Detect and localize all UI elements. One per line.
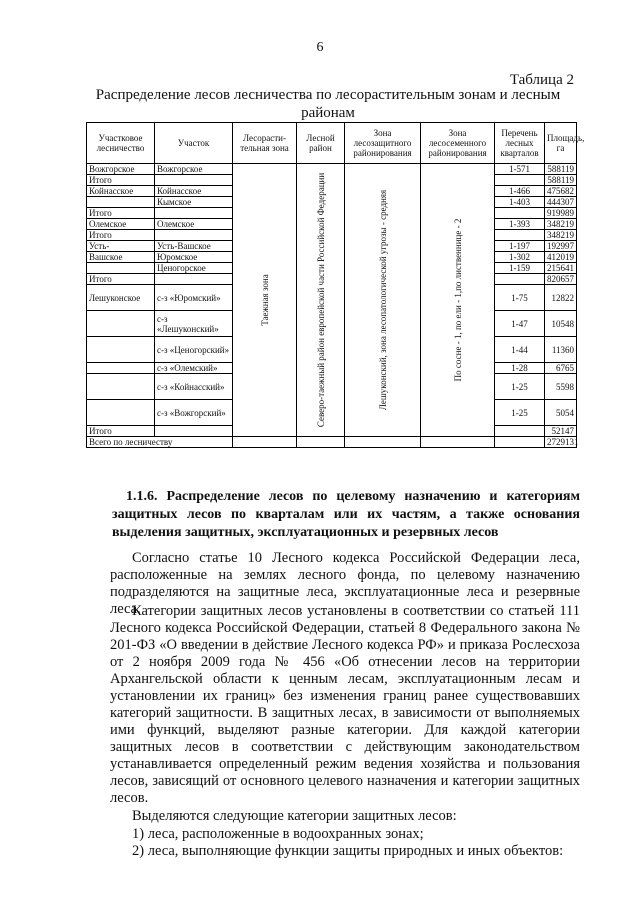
cell-empty [421,437,495,448]
list-item: 2) леса, выполняющие функции защиты природных и иных объектов: [132,843,564,859]
cell-plot [155,274,233,285]
cell-plot: с-з «Вожгорский» [155,400,233,426]
cell-seed-merged [421,164,495,437]
cell-empty [345,437,421,448]
cell-quarters: 1-28 [495,363,545,374]
cell-quarters: 1-75 [495,285,545,311]
region-text: Северо-таежный район европейской части Российской Федерации [315,172,326,428]
table-label: Таблица 2 [509,72,574,88]
cell-plot: с-з «Койнасский» [155,374,233,400]
cell-quarters [495,175,545,186]
cell-region-merged [297,164,345,437]
cell-plot: с-з «Юромский» [155,285,233,311]
cell-plot [155,230,233,241]
paragraph: Категории защитных лесов установлены в соответствии со статьей 111 Лесного кодекса Российской Федерации, статьей 8 Федерального закона № 201-ФЗ «О введении в действие Лесного кодекса РФ» и приказа Рослесхоза от 2 ноября 2009 года № 456 «Об отнесении лесов на территории Архангельской области к ценным лесам, эксплуатационным лесам и установлении их границ» без изменения границ ранее существовавших категорий защитности. В защитных лесах, в зависимости от выполняемых ими функций, выделяют разные категории. Для каждой категории защитных лесов в соответствии с действующим законодательством устанавливается определенный режим ведения хозяйства и пользования лесов, зависящий от основного целевого назначения и категории защитных лесов. [110,603,580,806]
cell-forestry [87,263,155,274]
cell-plot: с-з «Ценогорский» [155,337,233,363]
page-number: 6 [316,40,324,55]
table-row-total [87,437,577,448]
cell-area: 348219 [545,230,577,241]
cell-forestry: Олемское [87,219,155,230]
header-forestry: Участковое лесничество [87,123,155,164]
cell-forestry: Итого [87,175,155,186]
cell-forestry: Вожгорское [87,164,155,175]
header-plot: Участок [155,123,233,164]
header-region: Лесной район [297,123,345,164]
cell-plot: Олемское [155,219,233,230]
cell-quarters [495,208,545,219]
cell-quarters: 1-466 [495,186,545,197]
table-header-row [87,123,577,164]
cell-forestry: Усть- [87,241,155,252]
cell-area: 5054 [545,400,577,426]
section-heading: 1.1.6. Распределение лесов по целевому назначению и категориям защитных лесов по кварталам или их частям, а также основания выделения защитных, эксплуатационных и резервных лесов [112,489,580,540]
cell-area: 5598 [545,374,577,400]
cell-forestry: Лешуконское [87,285,155,311]
cell-plot: Усть-Вашское [155,241,233,252]
cell-plot: Ценогорское [155,263,233,274]
cell-plot: Кымское [155,197,233,208]
cell-protection-merged [345,164,421,437]
cell-forestry: Итого [87,274,155,285]
cell-quarters: 1-44 [495,337,545,363]
cell-area: 348219 [545,219,577,230]
cell-quarters [495,274,545,285]
seed-text: По сосне - 1, по ели - 1,по лиственнице - 2 [452,218,463,382]
cell-forestry: Всего по лесничеству [87,437,233,448]
cell-area: 588119 [545,164,577,175]
header-seed-zone: Зона лесосеменного районирования [421,123,495,164]
cell-area: 475682 [545,186,577,197]
cell-forestry [87,374,155,400]
cell-quarters: 1-403 [495,197,545,208]
cell-empty [297,437,345,448]
cell-quarters [495,230,545,241]
paragraph: Выделяются следующие категории защитных лесов: [132,808,457,824]
protection-text: Лешуконский, зона лесопатологической угрозы - средняя [377,189,388,411]
cell-area: 444307 [545,197,577,208]
cell-plot: Вожгорское [155,164,233,175]
cell-area: 52147 [545,426,577,437]
cell-forestry: Итого [87,208,155,219]
cell-area: 12822 [545,285,577,311]
cell-quarters [495,437,545,448]
cell-area: 412019 [545,252,577,263]
cell-quarters: 1-197 [495,241,545,252]
list-item: 1) леса, расположенные в водоохранных зонах; [132,826,424,842]
cell-forestry: Итого [87,230,155,241]
cell-plot [155,426,233,437]
cell-area: 10548 [545,311,577,337]
forest-distribution-table [86,122,585,448]
cell-forestry: Вашское [87,252,155,263]
cell-empty [233,437,297,448]
cell-zone-merged [233,164,297,437]
paragraph: Согласно статье 10 Лесного кодекса Российской Федерации леса, расположенные на землях лесного фонда, по целевому назначению подразделяются на защитные леса, эксплуатационные леса и резервные леса. [110,550,580,617]
cell-area: 588119 [545,175,577,186]
cell-plot [155,175,233,186]
cell-forestry [87,337,155,363]
header-protection-zone: Зона лесозащитного районирования [345,123,421,164]
cell-forestry [87,197,155,208]
zone-text: Таежная зона [259,274,270,326]
table-caption: Распределение лесов лесничества по лесорастительным зонам и лесным районам [95,87,561,121]
cell-quarters: 1-159 [495,263,545,274]
cell-plot: с-з «Олемский» [155,363,233,374]
cell-quarters: 1-393 [495,219,545,230]
cell-area: 192997 [545,241,577,252]
cell-area: 11360 [545,337,577,363]
cell-quarters: 1-25 [495,400,545,426]
cell-quarters: 1-302 [495,252,545,263]
cell-plot: с-з «Лешуконский» [155,311,233,337]
table-row [87,164,577,175]
header-quarters: Перечень лесных кварталов [495,123,545,164]
cell-area: 919989 [545,208,577,219]
cell-quarters: 1-47 [495,311,545,337]
cell-plot: Койнасское [155,186,233,197]
header-area: Площадь, га [545,123,577,164]
cell-forestry: Итого [87,426,155,437]
cell-forestry [87,363,155,374]
cell-forestry [87,400,155,426]
cell-quarters: 1-25 [495,374,545,400]
header-zone: Лесорасти-тельная зона [233,123,297,164]
cell-quarters: 1-571 [495,164,545,175]
cell-forestry [87,311,155,337]
cell-plot [155,208,233,219]
cell-area: 215641 [545,263,577,274]
cell-area: 820657 [545,274,577,285]
cell-quarters [495,426,545,437]
cell-area: 6765 [545,363,577,374]
cell-plot: Юромское [155,252,233,263]
cell-forestry: Койнасское [87,186,155,197]
category-list [132,826,582,860]
cell-area: 2729131 [545,437,577,448]
